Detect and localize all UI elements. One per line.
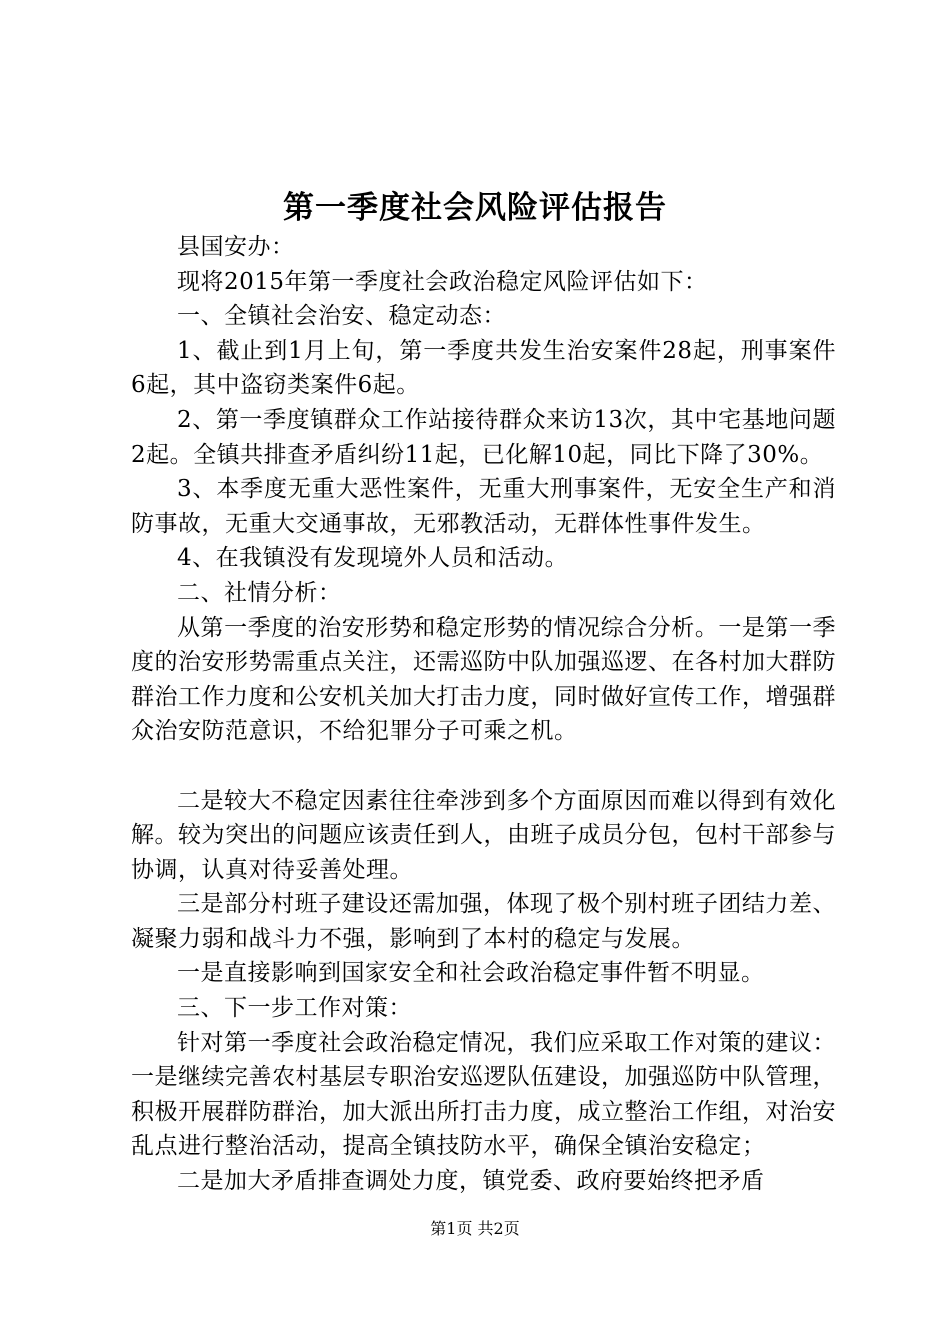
analysis-paragraph-3: 三是部分村班子建设还需加强，体现了极个别村班子团结力差、凝聚力弱和战斗力不强，影响到了本村的稳定与发展。: [131, 891, 836, 952]
document-title: 第一季度社会风险评估报告: [283, 190, 667, 226]
measures-paragraph-1: 针对第一季度社会政治稳定情况，我们应采取工作对策的建议：一是继续完善农村基层专职治安巡逻队伍建设，加强巡防中队管理，积极开展群防群治，加大派出所打击力度，成立整治工作组，对治安乱点进行整治活动，提高全镇技防水平，确保全镇治安稳定；: [131, 1029, 836, 1160]
analysis-paragraph-2: 二是较大不稳定因素往往牵涉到多个方面原因而难以得到有效化解。较为突出的问题应该责任到人，由班子成员分包，包村干部参与协调，认真对待妥善处理。: [131, 787, 836, 883]
paragraph-item-4: 4、在我镇没有发现境外人员和活动。: [177, 545, 569, 572]
paragraph-item-3: 3、本季度无重大恶性案件，无重大刑事案件，无安全生产和消防事故，无重大交通事故，无邪教活动，无群体性事件发生。: [131, 476, 836, 537]
measures-paragraph-2: 二是加大矛盾排查调处力度，镇党委、政府要始终把矛盾: [177, 1168, 765, 1195]
section-heading-2: 二、社情分析：: [177, 579, 342, 606]
section-heading-3: 三、下一步工作对策：: [177, 995, 412, 1022]
page-number-footer: 第1页 共2页: [430, 1219, 520, 1238]
paragraph-item-1: 1、截止到1月上旬，第一季度共发生治安案件28起，刑事案件6起，其中盗窃类案件6起。: [131, 337, 836, 399]
analysis-paragraph-1: 从第一季度的治安形势和稳定形势的情况综合分析。一是第一季度的治安形势需重点关注，还需巡防中队加强巡逻、在各村加大群防群治工作力度和公安机关加大打击力度，同时做好宣传工作，增强群众治安防范意识，不给犯罪分子可乘之机。: [131, 614, 836, 745]
paragraph-item-2: 2、第一季度镇群众工作站接待群众来访13次，其中宅基地问题2起。全镇共排查矛盾纠纷11起，已化解10起，同比下降了30%。: [131, 406, 836, 468]
salutation: 县国安办：: [177, 234, 295, 260]
section-heading-1: 一、全镇社会治安、稳定动态：: [177, 303, 506, 330]
document-body: [131, 230, 836, 1199]
analysis-paragraph-4: 一是直接影响到国家安全和社会政治稳定事件暂不明显。: [177, 960, 765, 987]
intro-paragraph: 现将2015年第一季度社会政治稳定风险评估如下：: [177, 268, 708, 295]
